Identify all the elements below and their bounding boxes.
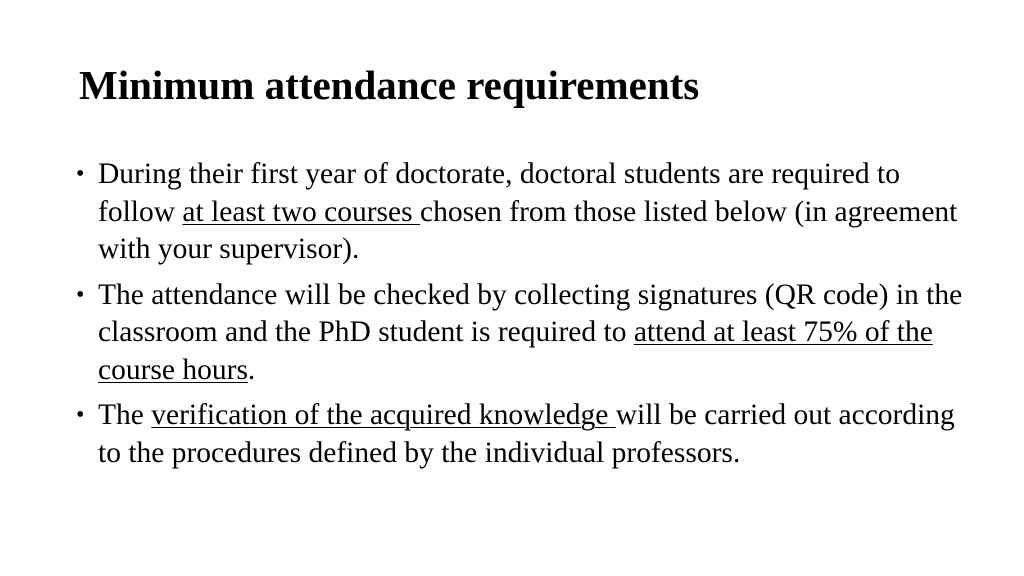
bullet-list — [76, 156, 966, 480]
bullet-item-first-year-courses — [76, 156, 966, 269]
bullet-text: During their first year of doctorate, doctoral students are required to follow — [98, 158, 900, 228]
bullet-marker: • — [76, 161, 85, 187]
bullet-marker: • — [76, 402, 85, 428]
bullet-text: The — [98, 399, 152, 431]
slide-title: Minimum attendance requirements — [79, 62, 700, 108]
underlined-phrase: attend at least 75% of the course hours — [98, 316, 933, 386]
bullet-text: will be carried out according to the procedures defined by the individual professors. — [98, 399, 955, 469]
bullet-marker: • — [76, 281, 85, 308]
bullet-text: The attendance will be checked by collecting signatures (QR code) in the classroom and the PhD student is required to — [98, 278, 963, 348]
bullet-text: . — [247, 353, 256, 386]
bullet-item-knowledge-verification — [76, 397, 966, 472]
bullet-text: chosen from those listed below (in agreement with your supervisor). — [98, 195, 958, 265]
bullet-item-attendance-check — [76, 277, 966, 390]
underlined-phrase: verification of the acquired knowledge — [151, 399, 616, 431]
underlined-phrase: at least two courses — [182, 195, 420, 228]
